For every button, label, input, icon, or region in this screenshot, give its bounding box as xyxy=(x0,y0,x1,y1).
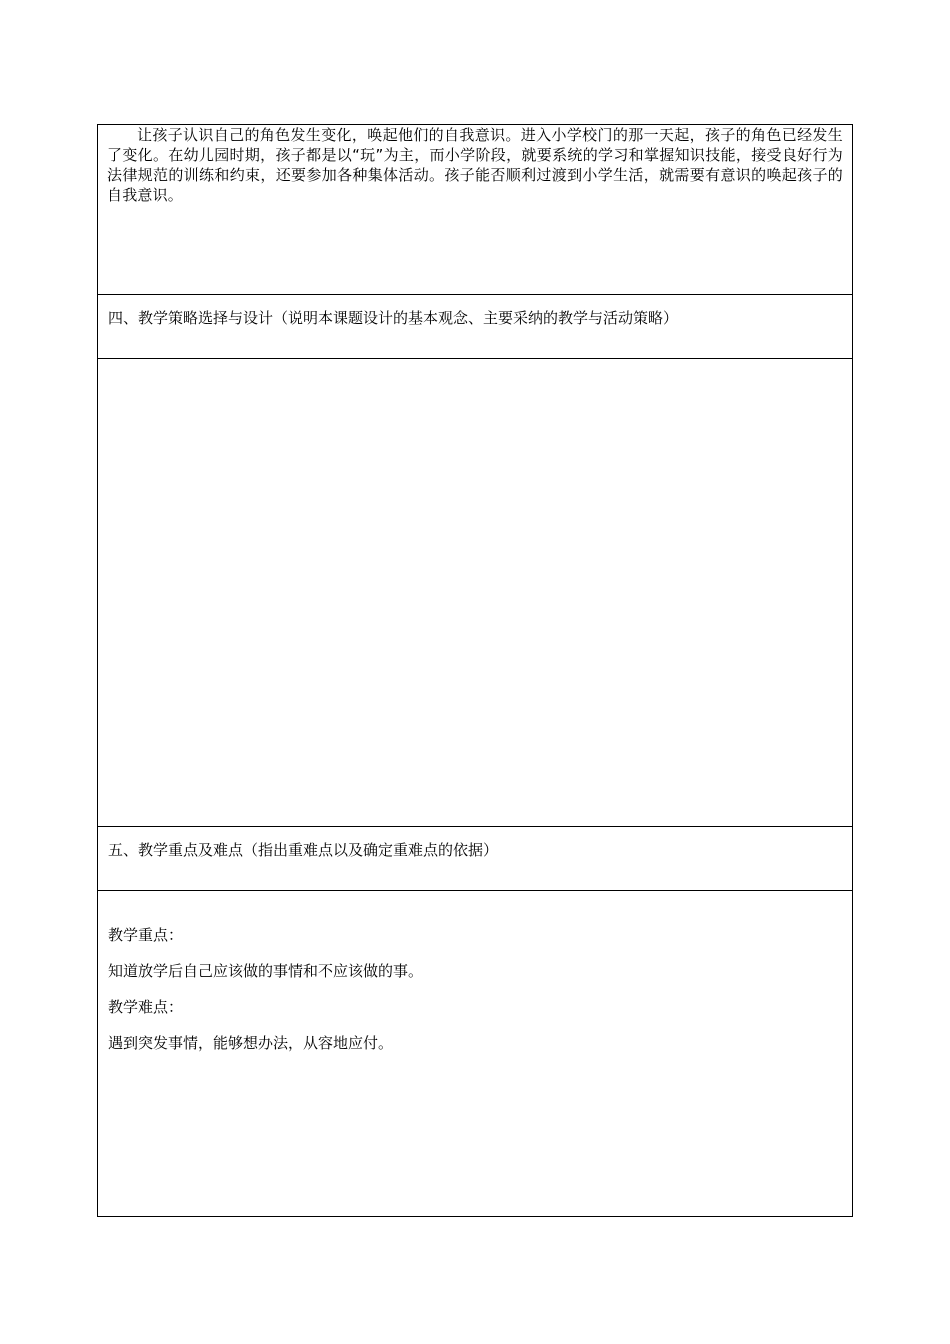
intro-cell xyxy=(98,125,852,295)
key-point-label: 教学重点： xyxy=(108,926,184,944)
section4-heading: 四、教学策略选择与设计（说明本课题设计的基本观念、主要采纳的教学与活动策略） xyxy=(108,309,679,327)
intro-paragraph: 让孩子认识自己的角色发生变化，唤起他们的自我意识。进入小学校门的那一天起，孩子的角色已经发生了变化。在幼儿园时期，孩子都是以“玩”为主，而小学阶段，就要系统的学习和掌握知识技能，接受良好行为法律规范的训练和约束，还要参加各种集体活动。孩子能否顺利过渡到小学生活，就需要有意识的唤起孩子的自我意识。 xyxy=(107,126,843,204)
section5-heading: 五、教学重点及难点（指出重难点以及确定重难点的依据） xyxy=(108,841,499,859)
section5-heading-cell xyxy=(98,827,852,891)
section5-content-cell xyxy=(98,891,852,1216)
section4-content-cell xyxy=(98,359,852,827)
difficulty-label: 教学难点： xyxy=(108,998,184,1016)
difficulty-text: 遇到突发事情，能够想办法，从容地应付。 xyxy=(108,1034,394,1052)
key-point-text: 知道放学后自己应该做的事情和不应该做的事。 xyxy=(108,962,424,980)
lesson-plan-table xyxy=(97,124,853,1217)
section4-heading-cell xyxy=(98,295,852,359)
